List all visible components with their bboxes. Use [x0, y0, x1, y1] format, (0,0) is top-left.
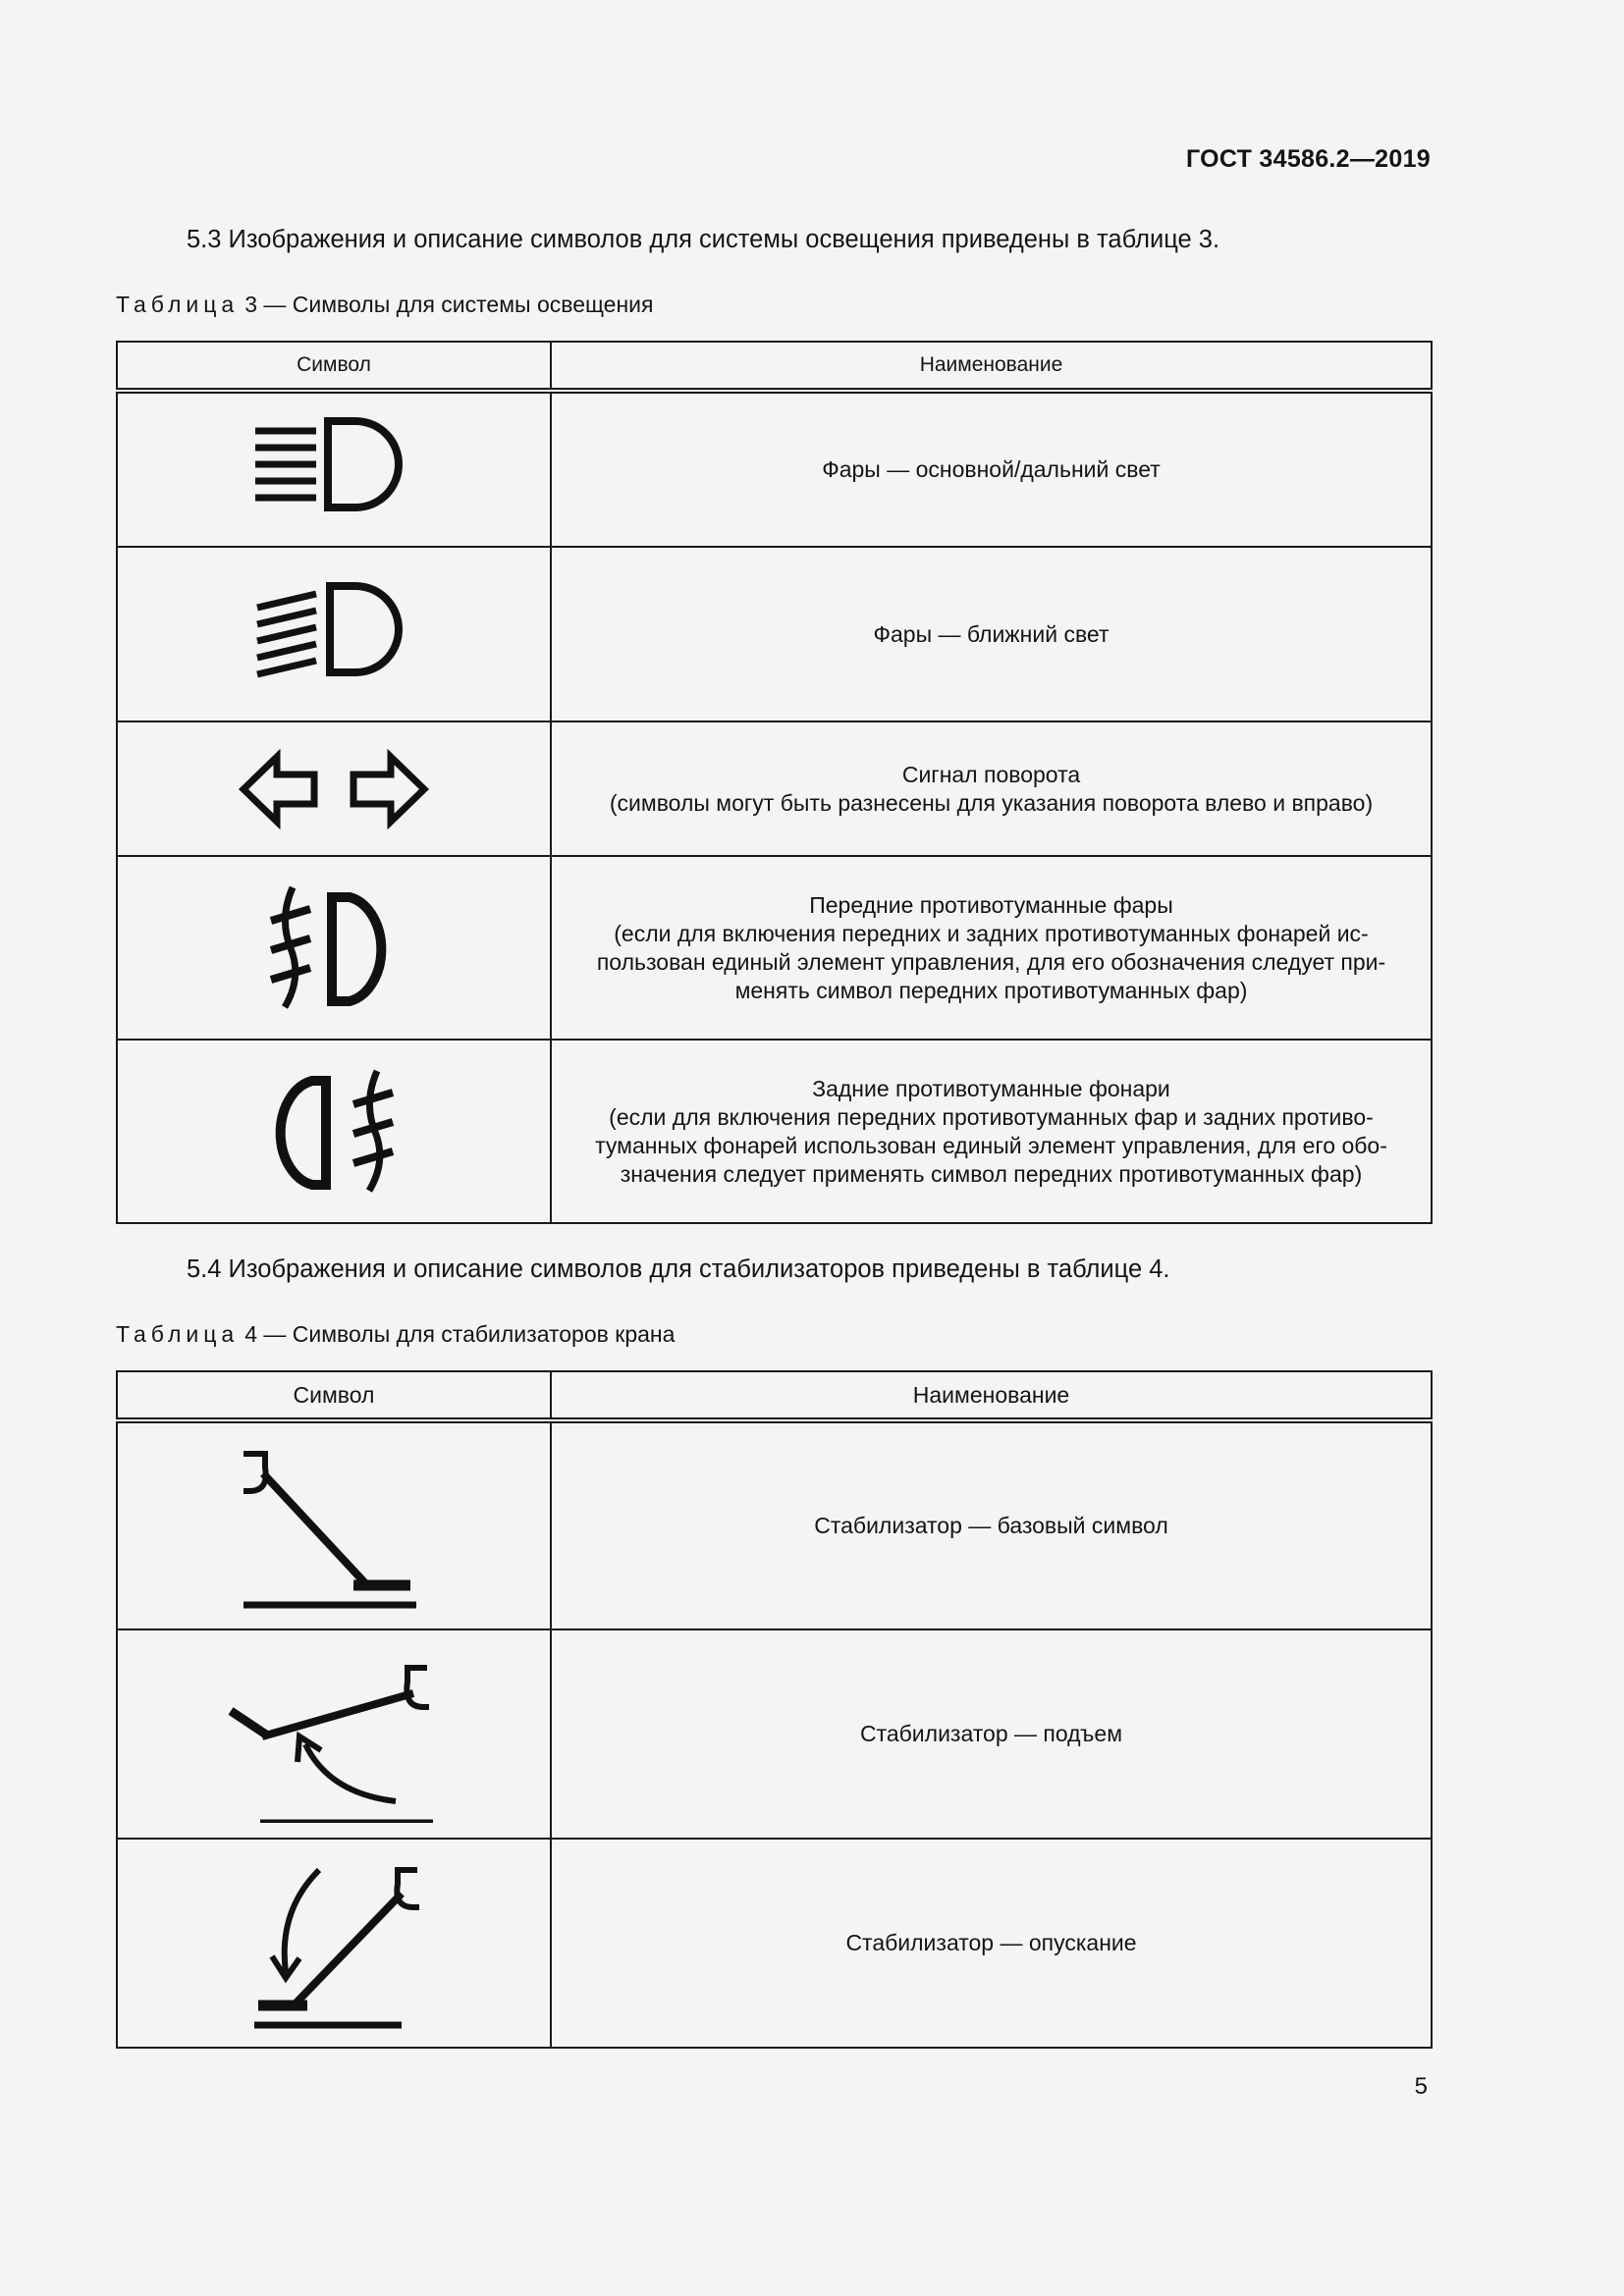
section-5-4-text: 5.4 Изображения и описание символов для стабилизаторов приведены в таблице 4. [187, 1255, 1170, 1283]
table-row [117, 1420, 1432, 1629]
name-line: Передние противотуманные фары [809, 891, 1173, 918]
name-line: значения следует применять символ передних противотуманных фар) [620, 1160, 1363, 1187]
table-row [117, 721, 1432, 856]
table-row [117, 391, 1432, 547]
name-line: Сигнал поворота [901, 761, 1081, 787]
name-cell [551, 1629, 1432, 1839]
front-fog-lamp-icon [255, 880, 412, 1017]
table3-header-row [117, 342, 1432, 391]
table3-caption-title: 3 — Символы для системы освещения [244, 292, 654, 317]
table3-caption-word: Таблица [116, 292, 240, 317]
name-cell [551, 391, 1432, 547]
symbol-cell [117, 547, 551, 721]
name-line: (символы могут быть разнесены для указания поворота влево и вправо) [609, 789, 1374, 816]
name-line: Стабилизатор — подъем [859, 1721, 1123, 1746]
name-cell [551, 1839, 1432, 2048]
table-row [117, 856, 1432, 1040]
main-high-beam-icon [245, 411, 422, 529]
name-cell [551, 1040, 1432, 1223]
name-line: Фары — основной/дальний свет [822, 456, 1161, 482]
turn-signal-icon [236, 745, 432, 833]
table-row [117, 547, 1432, 721]
table3-col-symbol: Символ [117, 342, 551, 391]
name-cell [551, 721, 1432, 856]
outrigger-lower-icon [221, 1850, 447, 2037]
table3-col-name: Наименование [551, 342, 1432, 391]
name-line: (если для включения передних противотуманных фар и задних противо- [609, 1103, 1374, 1130]
name-line: (если для включения передних и задних противотуманных фонарей ис- [614, 920, 1369, 946]
name-cell [551, 856, 1432, 1040]
name-line: Задние противотуманные фонари [812, 1075, 1170, 1101]
symbol-cell [117, 1040, 551, 1223]
name-line: пользован единый элемент управления, для его обозначения следует при- [596, 948, 1386, 975]
symbol-cell [117, 1629, 551, 1839]
symbol-cell [117, 1420, 551, 1629]
outrigger-raise-icon [221, 1646, 447, 1823]
outrigger-basic-icon [226, 1438, 442, 1615]
symbol-cell [117, 856, 551, 1040]
table-row [117, 1629, 1432, 1839]
name-cell [551, 1420, 1432, 1629]
name-line: Стабилизатор — опускание [845, 1930, 1137, 1955]
symbol-cell [117, 721, 551, 856]
section-5-3-text: 5.3 Изображения и описание символов для системы освещения приведены в таблице 3. [187, 226, 1220, 253]
low-beam-icon [245, 570, 422, 698]
table4-col-name: Наименование [551, 1371, 1432, 1420]
name-line: Стабилизатор — базовый символ [814, 1513, 1168, 1538]
name-line: туманных фонарей использован единый элемент управления, для его обо- [595, 1132, 1387, 1158]
table-row [117, 1040, 1432, 1223]
table-row [117, 1839, 1432, 2048]
rear-fog-lamp-icon [255, 1063, 412, 1201]
table3 [116, 341, 1433, 1224]
page-number: 5 [1414, 2073, 1428, 2100]
symbol-cell [117, 1839, 551, 2048]
name-line: менять символ передних противотуманных фар) [734, 977, 1248, 1003]
name-line: Фары — ближний свет [873, 620, 1110, 647]
table4-col-symbol: Символ [117, 1371, 551, 1420]
symbol-cell [117, 391, 551, 547]
table3-caption [116, 292, 653, 318]
table4-header-row [117, 1371, 1432, 1420]
table4 [116, 1370, 1433, 2049]
document-code: ГОСТ 34586.2—2019 [1185, 145, 1431, 173]
table4-caption-title: 4 — Символы для стабилизаторов крана [244, 1321, 676, 1347]
table4-caption-word: Таблица [116, 1321, 240, 1347]
table4-caption [116, 1321, 675, 1348]
name-cell [551, 547, 1432, 721]
